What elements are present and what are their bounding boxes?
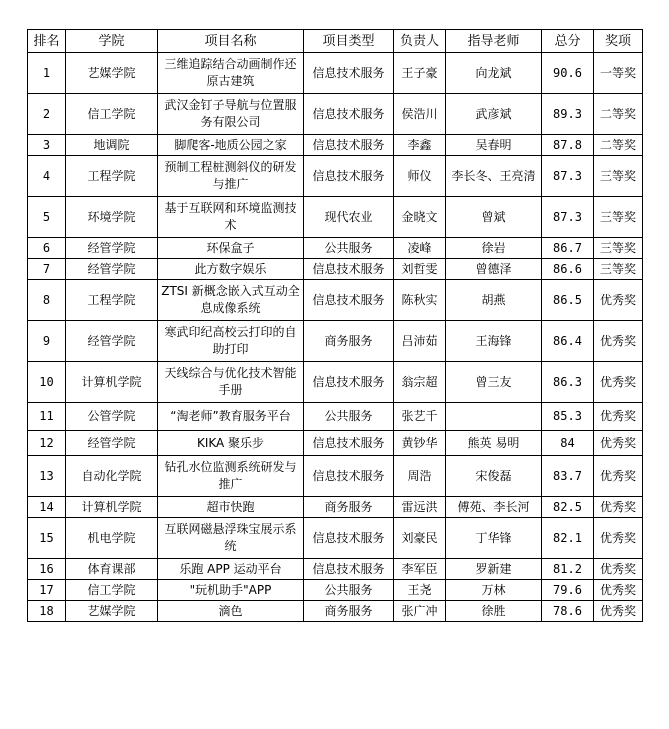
score-cell: 86.6 <box>542 259 594 280</box>
header-row <box>28 30 643 53</box>
advisor-cell: 胡燕 <box>446 280 542 321</box>
project-cell: "玩机助手"APP <box>158 580 304 601</box>
college-cell: 艺媒学院 <box>66 601 158 622</box>
score-cell: 87.3 <box>542 156 594 197</box>
award-cell: 优秀奖 <box>594 362 643 403</box>
college-cell: 体育课部 <box>66 559 158 580</box>
award-cell: 二等奖 <box>594 94 643 135</box>
type-cell: 现代农业 <box>304 197 394 238</box>
type-cell: 信息技术服务 <box>304 156 394 197</box>
award-cell: 优秀奖 <box>594 559 643 580</box>
table-row <box>28 259 643 280</box>
type-cell: 信息技术服务 <box>304 456 394 497</box>
table-row <box>28 362 643 403</box>
project-cell: 超市快跑 <box>158 497 304 518</box>
header-advisor: 指导老师 <box>446 30 542 53</box>
award-cell: 三等奖 <box>594 197 643 238</box>
score-cell: 86.3 <box>542 362 594 403</box>
college-cell: 环境学院 <box>66 197 158 238</box>
leader-cell: 刘豪民 <box>394 518 446 559</box>
type-cell: 商务服务 <box>304 321 394 362</box>
advisor-cell: 向龙斌 <box>446 53 542 94</box>
advisor-cell: 万林 <box>446 580 542 601</box>
project-cell: 钻孔水位监测系统研发与推广 <box>158 456 304 497</box>
college-cell: 经管学院 <box>66 321 158 362</box>
advisor-cell: 罗新建 <box>446 559 542 580</box>
rank-cell: 4 <box>28 156 66 197</box>
leader-cell: 侯浩川 <box>394 94 446 135</box>
college-cell: 工程学院 <box>66 156 158 197</box>
rank-cell: 11 <box>28 403 66 431</box>
college-cell: 信工学院 <box>66 94 158 135</box>
score-cell: 87.8 <box>542 135 594 156</box>
score-cell: 78.6 <box>542 601 594 622</box>
project-cell: 预制工程桩测斜仪的研发与推广 <box>158 156 304 197</box>
college-cell: 经管学院 <box>66 238 158 259</box>
advisor-cell: 王海锋 <box>446 321 542 362</box>
table-row <box>28 403 643 431</box>
award-cell: 三等奖 <box>594 259 643 280</box>
score-cell: 90.6 <box>542 53 594 94</box>
award-cell: 优秀奖 <box>594 601 643 622</box>
header-college: 学院 <box>66 30 158 53</box>
table-body <box>28 53 643 622</box>
advisor-cell: 曾斌 <box>446 197 542 238</box>
table-row <box>28 135 643 156</box>
rank-cell: 6 <box>28 238 66 259</box>
rank-cell: 10 <box>28 362 66 403</box>
college-cell: 自动化学院 <box>66 456 158 497</box>
college-cell: 艺媒学院 <box>66 53 158 94</box>
advisor-cell: 丁华锋 <box>446 518 542 559</box>
award-cell: 优秀奖 <box>594 431 643 456</box>
project-cell: 武汉金钉子导航与位置服务有限公司 <box>158 94 304 135</box>
advisor-cell: 徐岩 <box>446 238 542 259</box>
project-cell: 三维追踪结合动画制作还原古建筑 <box>158 53 304 94</box>
type-cell: 信息技术服务 <box>304 431 394 456</box>
award-cell: 三等奖 <box>594 238 643 259</box>
table-row <box>28 238 643 259</box>
project-cell: “淘老师”教育服务平台 <box>158 403 304 431</box>
rank-cell: 15 <box>28 518 66 559</box>
project-cell: 寒武印纪高校云打印的自助打印 <box>158 321 304 362</box>
leader-cell: 李鑫 <box>394 135 446 156</box>
project-cell: 环保盒子 <box>158 238 304 259</box>
score-cell: 87.3 <box>542 197 594 238</box>
advisor-cell <box>446 403 542 431</box>
leader-cell: 张艺千 <box>394 403 446 431</box>
table-row <box>28 53 643 94</box>
college-cell: 信工学院 <box>66 580 158 601</box>
header-project-name: 项目名称 <box>158 30 304 53</box>
table-row <box>28 580 643 601</box>
leader-cell: 周浩 <box>394 456 446 497</box>
award-cell: 优秀奖 <box>594 280 643 321</box>
rank-cell: 3 <box>28 135 66 156</box>
table-row <box>28 431 643 456</box>
score-cell: 83.7 <box>542 456 594 497</box>
advisor-cell: 曾德泽 <box>446 259 542 280</box>
type-cell: 商务服务 <box>304 601 394 622</box>
type-cell: 公共服务 <box>304 580 394 601</box>
project-cell: 互联网磁悬浮珠宝展示系统 <box>158 518 304 559</box>
advisor-cell: 武彦斌 <box>446 94 542 135</box>
leader-cell: 吕沛茹 <box>394 321 446 362</box>
type-cell: 信息技术服务 <box>304 362 394 403</box>
leader-cell: 雷远洪 <box>394 497 446 518</box>
table-row <box>28 156 643 197</box>
college-cell: 经管学院 <box>66 259 158 280</box>
type-cell: 信息技术服务 <box>304 559 394 580</box>
score-cell: 85.3 <box>542 403 594 431</box>
award-cell: 三等奖 <box>594 156 643 197</box>
score-cell: 82.5 <box>542 497 594 518</box>
award-cell: 优秀奖 <box>594 456 643 497</box>
type-cell: 信息技术服务 <box>304 280 394 321</box>
header-project-type: 项目类型 <box>304 30 394 53</box>
type-cell: 信息技术服务 <box>304 94 394 135</box>
rank-cell: 13 <box>28 456 66 497</box>
table-row <box>28 518 643 559</box>
score-cell: 84 <box>542 431 594 456</box>
table-row <box>28 601 643 622</box>
table-row <box>28 456 643 497</box>
score-cell: 82.1 <box>542 518 594 559</box>
project-cell: 乐跑 APP 运动平台 <box>158 559 304 580</box>
rank-cell: 7 <box>28 259 66 280</box>
award-cell: 二等奖 <box>594 135 643 156</box>
header-leader: 负责人 <box>394 30 446 53</box>
award-cell: 一等奖 <box>594 53 643 94</box>
college-cell: 地调院 <box>66 135 158 156</box>
advisor-cell: 傅苑、李长河 <box>446 497 542 518</box>
table-row <box>28 559 643 580</box>
rank-cell: 17 <box>28 580 66 601</box>
rank-cell: 16 <box>28 559 66 580</box>
type-cell: 信息技术服务 <box>304 259 394 280</box>
rank-cell: 1 <box>28 53 66 94</box>
leader-cell: 王尧 <box>394 580 446 601</box>
score-cell: 86.5 <box>542 280 594 321</box>
award-ranking-table <box>27 29 643 622</box>
project-cell: 基于互联网和环境监测技术 <box>158 197 304 238</box>
leader-cell: 李军臣 <box>394 559 446 580</box>
award-cell: 优秀奖 <box>594 497 643 518</box>
project-cell: KIKA 聚乐步 <box>158 431 304 456</box>
score-cell: 89.3 <box>542 94 594 135</box>
rank-cell: 18 <box>28 601 66 622</box>
type-cell: 信息技术服务 <box>304 135 394 156</box>
type-cell: 信息技术服务 <box>304 518 394 559</box>
award-cell: 优秀奖 <box>594 580 643 601</box>
project-cell: 滴色 <box>158 601 304 622</box>
type-cell: 公共服务 <box>304 238 394 259</box>
leader-cell: 陈秋实 <box>394 280 446 321</box>
advisor-cell: 李长冬、王亮清 <box>446 156 542 197</box>
advisor-cell: 徐胜 <box>446 601 542 622</box>
college-cell: 公管学院 <box>66 403 158 431</box>
score-cell: 81.2 <box>542 559 594 580</box>
project-cell: 脚爬客-地质公园之家 <box>158 135 304 156</box>
table-row <box>28 94 643 135</box>
college-cell: 工程学院 <box>66 280 158 321</box>
leader-cell: 凌峰 <box>394 238 446 259</box>
award-cell: 优秀奖 <box>594 321 643 362</box>
table-row <box>28 497 643 518</box>
advisor-cell: 吴春明 <box>446 135 542 156</box>
leader-cell: 张广冲 <box>394 601 446 622</box>
project-cell: 天线综合与优化技术智能手册 <box>158 362 304 403</box>
results-sheet <box>27 29 643 622</box>
rank-cell: 14 <box>28 497 66 518</box>
project-cell: ZTSI 新概念嵌入式互动全息成像系统 <box>158 280 304 321</box>
advisor-cell: 宋俊磊 <box>446 456 542 497</box>
college-cell: 机电学院 <box>66 518 158 559</box>
table-row <box>28 321 643 362</box>
table-row <box>28 280 643 321</box>
leader-cell: 黄钞华 <box>394 431 446 456</box>
type-cell: 信息技术服务 <box>304 53 394 94</box>
college-cell: 计算机学院 <box>66 497 158 518</box>
score-cell: 79.6 <box>542 580 594 601</box>
rank-cell: 5 <box>28 197 66 238</box>
advisor-cell: 曾三友 <box>446 362 542 403</box>
award-cell: 优秀奖 <box>594 403 643 431</box>
project-cell: 此方数字娱乐 <box>158 259 304 280</box>
award-cell: 优秀奖 <box>594 518 643 559</box>
leader-cell: 王子豪 <box>394 53 446 94</box>
header-rank: 排名 <box>28 30 66 53</box>
type-cell: 商务服务 <box>304 497 394 518</box>
header-score: 总分 <box>542 30 594 53</box>
leader-cell: 金晓文 <box>394 197 446 238</box>
table-row <box>28 197 643 238</box>
leader-cell: 师仪 <box>394 156 446 197</box>
rank-cell: 2 <box>28 94 66 135</box>
rank-cell: 8 <box>28 280 66 321</box>
type-cell: 公共服务 <box>304 403 394 431</box>
leader-cell: 刘哲雯 <box>394 259 446 280</box>
rank-cell: 9 <box>28 321 66 362</box>
advisor-cell: 熊英 易明 <box>446 431 542 456</box>
score-cell: 86.4 <box>542 321 594 362</box>
header-award: 奖项 <box>594 30 643 53</box>
leader-cell: 翁宗超 <box>394 362 446 403</box>
college-cell: 计算机学院 <box>66 362 158 403</box>
college-cell: 经管学院 <box>66 431 158 456</box>
rank-cell: 12 <box>28 431 66 456</box>
score-cell: 86.7 <box>542 238 594 259</box>
